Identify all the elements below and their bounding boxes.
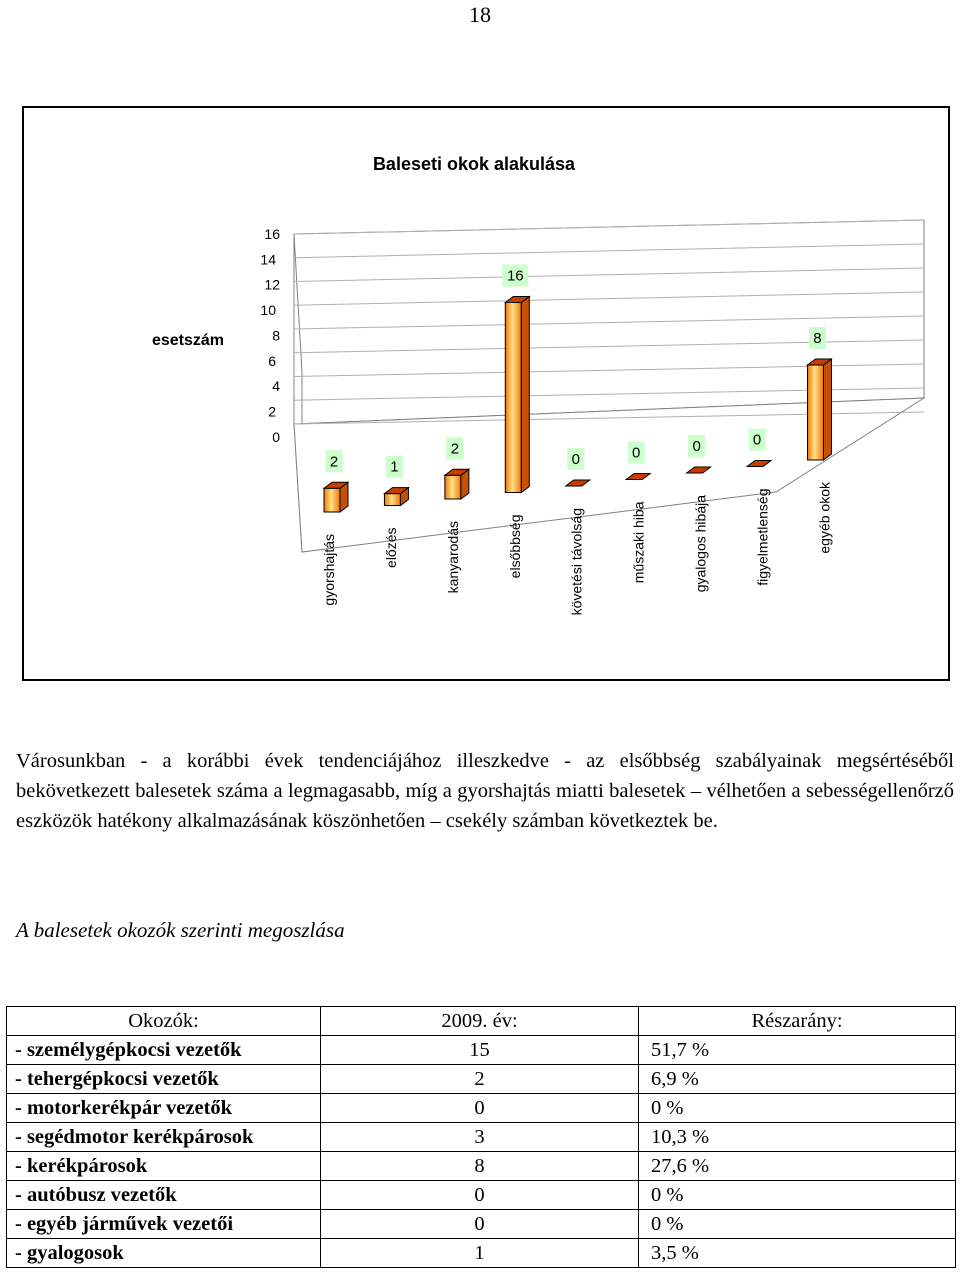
table-row [7, 1152, 956, 1181]
row-name: - autóbusz vezetők [7, 1181, 321, 1210]
chart-category-label: műszaki hiba [630, 501, 647, 584]
chart-category-label: előzés [382, 527, 399, 568]
row-count: 3 [321, 1123, 639, 1152]
chart-category-label: kanyarodás [444, 521, 461, 594]
row-name: - tehergépkocsi vezetők [7, 1065, 321, 1094]
row-share: 51,7 % [639, 1036, 956, 1065]
table-row [7, 1210, 956, 1239]
table-row [7, 1239, 956, 1268]
chart-y-tick-label: 2 [268, 403, 276, 420]
chart-data-label: 0 [571, 451, 580, 468]
chart-data-label: 0 [692, 438, 701, 455]
row-name: - segédmotor kerékpárosok [7, 1123, 321, 1152]
row-count: 1 [321, 1239, 639, 1268]
chart-y-tick-label: 16 [264, 226, 280, 242]
row-count: 15 [321, 1036, 639, 1065]
chart-data-label: 0 [752, 431, 762, 449]
row-name: - motorkerékpár vezetők [7, 1094, 321, 1123]
table-caption: A balesetek okozók szerinti megoszlása [16, 918, 345, 942]
chart-data-label: 2 [329, 453, 339, 471]
row-count: 2 [321, 1065, 639, 1094]
chart-data-label: 1 [390, 458, 399, 476]
row-share: 3,5 % [639, 1239, 956, 1268]
table-row [7, 1123, 956, 1152]
table-row [7, 1036, 956, 1065]
chart-y-tick-label: 12 [264, 276, 280, 293]
table-header-row [7, 1007, 956, 1036]
chart-category-label: elsőbbség [506, 514, 523, 579]
chart-category-label: gyorshajtás [321, 534, 337, 606]
row-name: - személygépkocsi vezetők [7, 1036, 321, 1065]
row-name: - kerékpárosok [7, 1152, 321, 1181]
chart-y-tick-label: 6 [268, 352, 276, 369]
row-share: 6,9 % [639, 1065, 956, 1094]
chart-category-label: figyelmetlenség [754, 488, 771, 586]
row-share: 0 % [639, 1181, 956, 1210]
chart-category-label: egyéb okok [816, 482, 833, 554]
table-row [7, 1181, 956, 1210]
row-share: 27,6 % [639, 1152, 956, 1181]
header-year: 2009. év: [321, 1007, 639, 1036]
bar-chart [24, 108, 948, 679]
chart-category-label: gyalogos hibája [692, 495, 709, 593]
chart-frame [22, 106, 950, 681]
table-row [7, 1094, 956, 1123]
header-okozok: Okozók: [7, 1007, 321, 1036]
chart-data-label: 8 [813, 330, 822, 347]
row-name: - egyéb járművek vezetői [7, 1210, 321, 1239]
header-share: Részarány: [639, 1007, 956, 1036]
chart-category-label: követési távolság [568, 508, 585, 616]
chart-y-tick-label: 0 [272, 428, 280, 445]
chart-y-tick-label: 8 [272, 327, 280, 344]
chart-title: Baleseti okok alakulása [372, 154, 576, 174]
row-count: 0 [321, 1210, 639, 1239]
row-count: 0 [321, 1094, 639, 1123]
row-share: 0 % [639, 1094, 956, 1123]
row-share: 10,3 % [639, 1123, 956, 1152]
chart-y-tick-label: 10 [260, 302, 276, 319]
row-count: 0 [321, 1181, 639, 1210]
chart-data-label: 16 [506, 267, 524, 285]
table-row [7, 1065, 956, 1094]
body-paragraph: Városunkban - a korábbi évek tendenciájához illeszkedve - az elsőbbség szabályainak megsértéséből bekövetkezett balesetek száma a legmagasabb, míg a gyorshajtás miatti balesetek – vélhetően a sebességellenőrző eszközök hatékony alkalmazásának köszönhetően – csekély számban következtek be. [16, 750, 954, 832]
chart-y-tick-label: 14 [260, 251, 276, 268]
row-count: 8 [321, 1152, 639, 1181]
chart-y-tick-label: 4 [272, 378, 280, 395]
row-name: - gyalogosok [7, 1239, 321, 1268]
chart-data-label: 0 [632, 444, 641, 462]
chart-data-label: 2 [450, 440, 460, 458]
cause-table [6, 1006, 956, 1268]
chart-y-axis-label: esetszám [151, 332, 225, 349]
page-number: 18 [469, 2, 491, 27]
row-share: 0 % [639, 1210, 956, 1239]
